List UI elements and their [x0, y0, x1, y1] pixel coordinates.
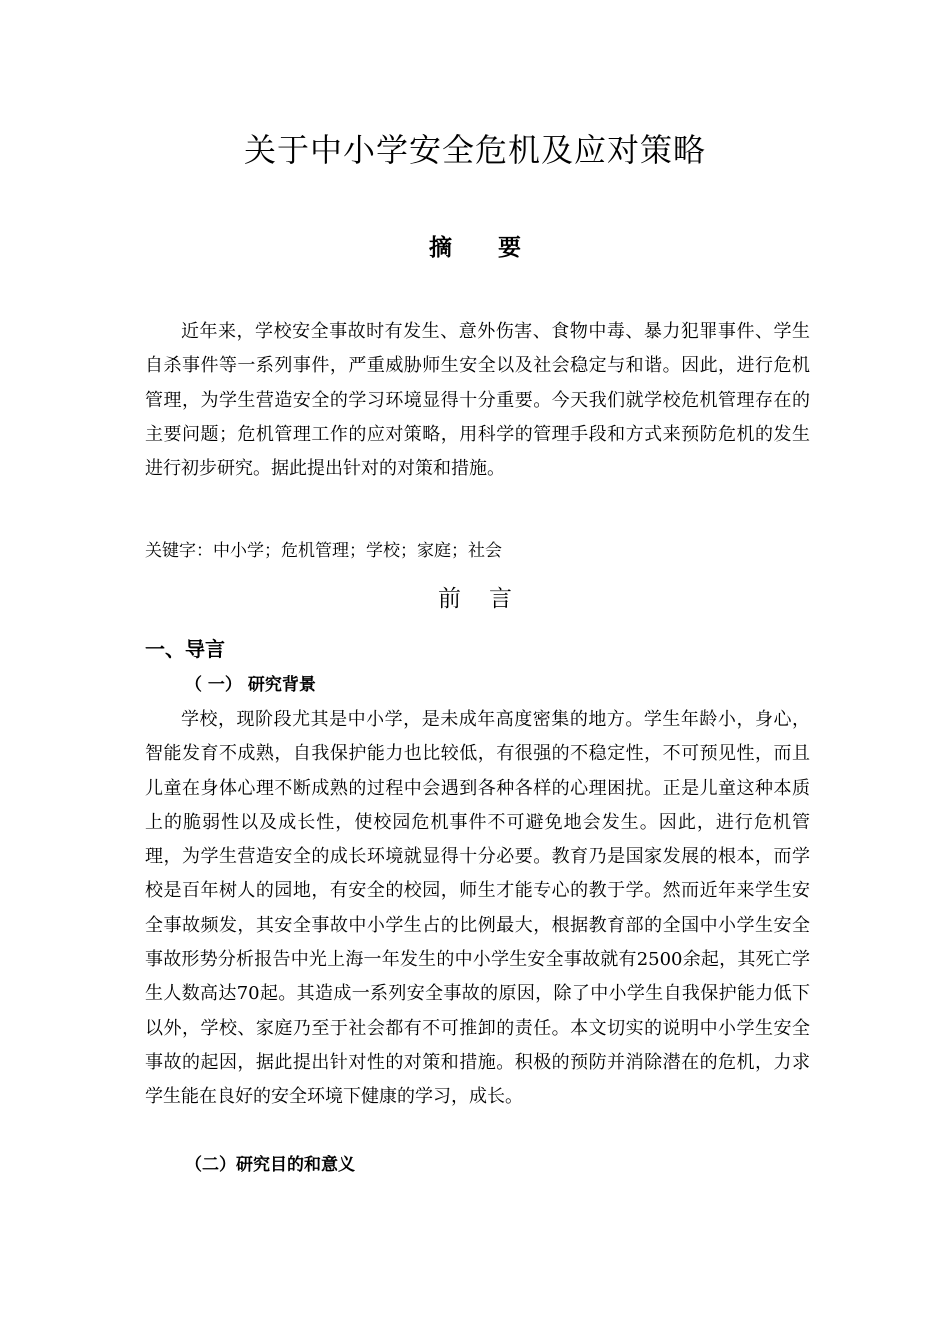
preface-heading-char2: 言 [489, 586, 512, 612]
abstract-body: 近年来，学校安全事故时有发生、意外伤害、食物中毒、暴力犯罪事件、学生自杀事件等一系列事件，严重威胁师生安全以及社会稳定与和谐。因此，进行危机管理，为学生营造安全的学习环境显得十分重要。今天我们就学校危机管理存在的主要问题；危机管理工作的应对策略，用科学的管理手段和方式来预防危机的发生进行初步研究。据此提出针对的对策和措施。 [145, 321, 810, 480]
preface-heading-char1: 前 [438, 586, 461, 612]
abstract-heading-char1: 摘 [429, 235, 452, 261]
keywords-line: 关键字：中小学；危机管理；学校；家庭；社会 [145, 541, 502, 561]
background-body: 学校，现阶段尤其是中小学，是未成年高度密集的地方。学生年龄小，身心，智能发育不成熟，自我保护能力也比较低，有很强的不稳定性，不可预见性，而且儿童在身体心理不断成熟的过程中会遇到各种各样的心理困扰。正是儿童这种本质上的脆弱性以及成长性，使校园危机事件不可避免地会发生。因此，进行危机管理，为学生营造安全的成长环境就显得十分必要。教育乃是国家发展的根本，而学校是百年树人的园地，有安全的校园，师生才能专心的教于学。然而近年来学生安全事故频发，其安全事故中小学生占的比例最大，根据教育部的全国中小学生安全事故形势分析报告中光上海一年发生的中小学生安全事故就有2500余起，其死亡学生人数高达70起。其造成一系列安全事故的原因，除了中小学生自我保护能力低下以外，学校、家庭乃至于社会都有不可推卸的责任。本文切实的说明中小学生安全事故的起因，据此提出针对性的对策和措施。积极的预防并消除潜在的危机，力求学生能在良好的安全环境下健康的学习，成长。 [145, 709, 810, 1108]
section-heading-introduction: 一、导言 [145, 637, 225, 661]
abstract-heading [0, 232, 950, 264]
preface-heading [0, 583, 950, 615]
subsection-heading-background: （ 一） 研究背景 [185, 675, 316, 695]
subsection-heading-purpose: （二）研究目的和意义 [185, 1155, 355, 1175]
abstract-heading-char2: 要 [498, 235, 521, 261]
document-title: 关于中小学安全危机及应对策略 [243, 131, 706, 169]
